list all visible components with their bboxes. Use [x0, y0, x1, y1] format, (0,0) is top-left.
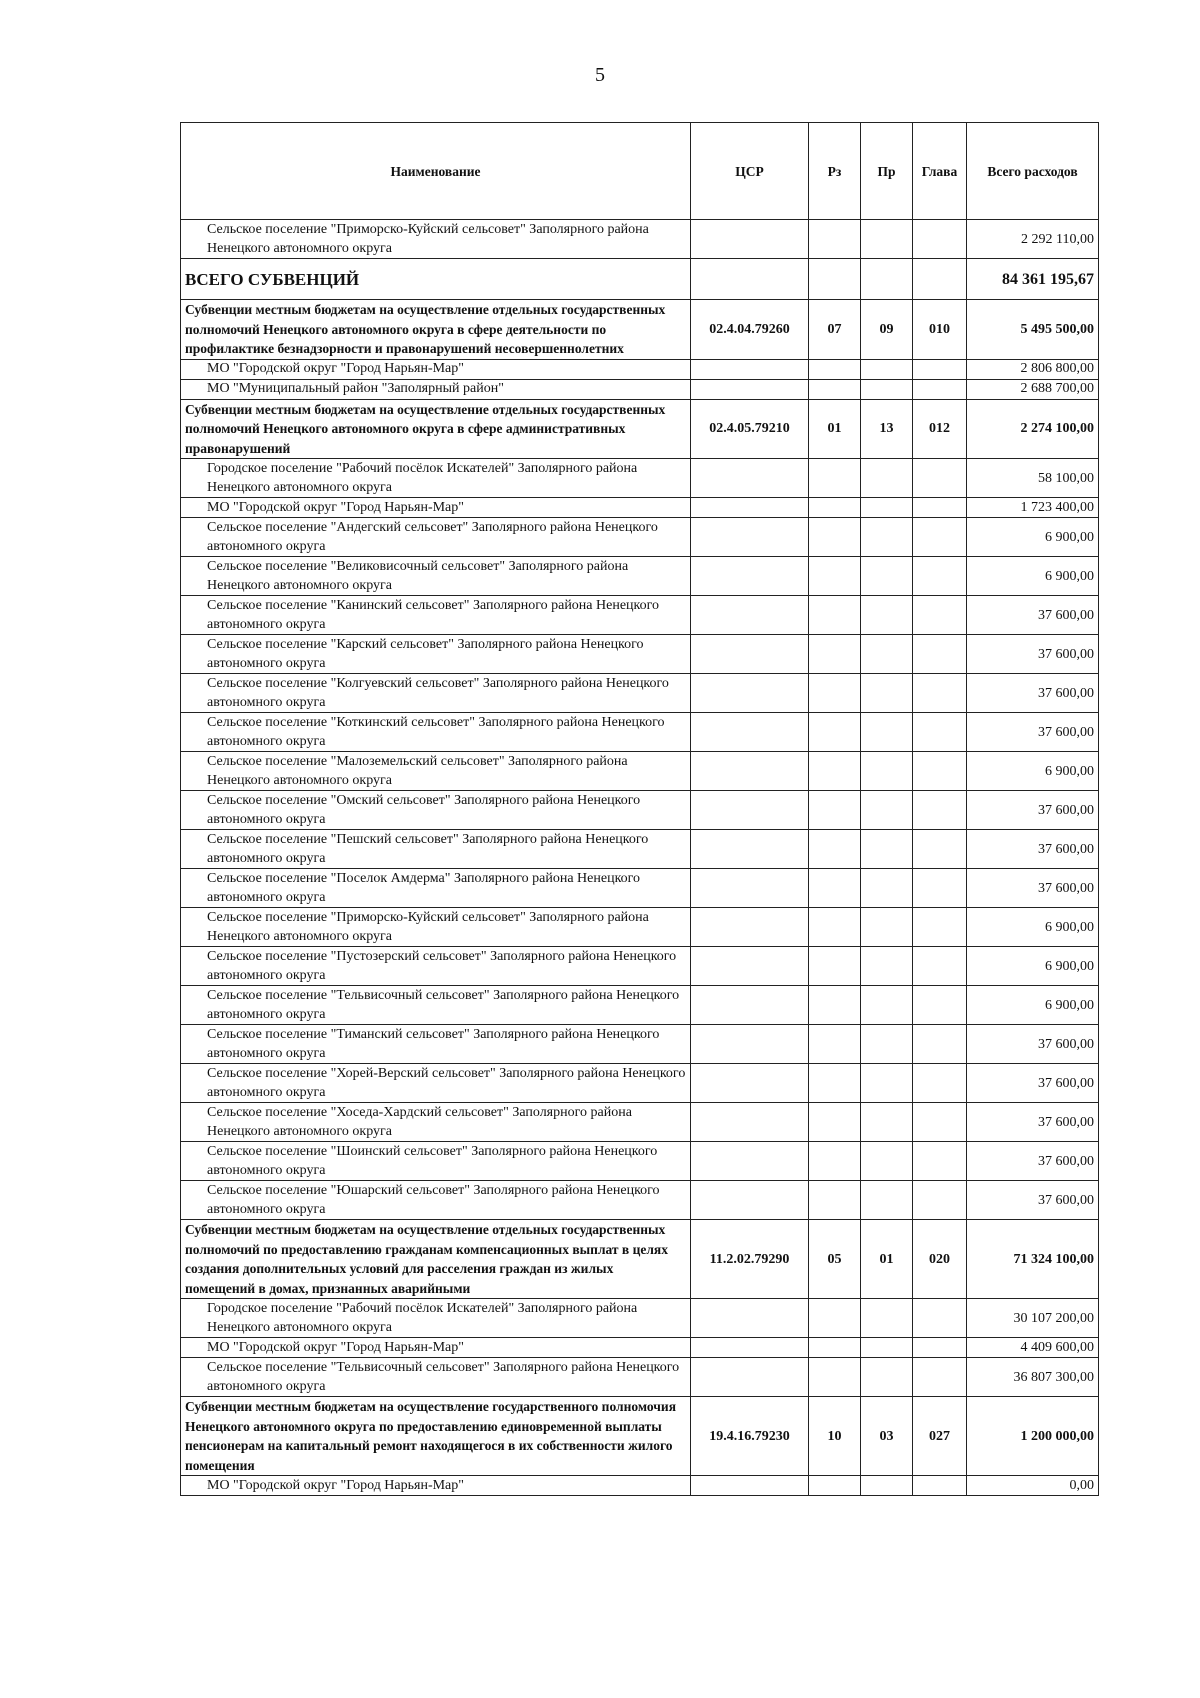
budget-table	[180, 122, 1099, 1496]
row-pr	[861, 518, 913, 557]
row-rz	[809, 359, 861, 379]
row-rz	[809, 1064, 861, 1103]
row-name-text: Сельское поселение "Тельвисочный сельсовет" Заполярного района Ненецкого автономного округа	[207, 988, 680, 1022]
row-name-text: Сельское поселение "Приморско-Куйский сельсовет" Заполярного района Ненецкого автономного округа	[207, 910, 649, 944]
row-csr	[691, 498, 809, 518]
table-body	[181, 220, 1099, 1496]
row-amount: 6 900,00	[967, 752, 1099, 791]
row-pr: 09	[861, 300, 913, 360]
row-amount: 2 688 700,00	[967, 379, 1099, 399]
row-pr	[861, 1181, 913, 1220]
row-rz	[809, 379, 861, 399]
row-rz	[809, 259, 861, 300]
row-name	[181, 1476, 691, 1496]
row-csr	[691, 259, 809, 300]
row-rz	[809, 635, 861, 674]
row-amount: 30 107 200,00	[967, 1299, 1099, 1338]
row-name	[181, 830, 691, 869]
group-row	[181, 300, 1099, 360]
row-pr	[861, 220, 913, 259]
row-amount: 5 495 500,00	[967, 300, 1099, 360]
row-rz	[809, 1142, 861, 1181]
table-row	[181, 635, 1099, 674]
row-glava: 010	[913, 300, 967, 360]
row-glava	[913, 557, 967, 596]
row-rz	[809, 220, 861, 259]
row-csr	[691, 1476, 809, 1496]
row-glava	[913, 1025, 967, 1064]
row-rz	[809, 1476, 861, 1496]
row-name	[181, 596, 691, 635]
table-row	[181, 359, 1099, 379]
row-name-text: Сельское поселение "Канинский сельсовет" Заполярного района Ненецкого автономного округа	[207, 598, 660, 632]
table-row	[181, 1476, 1099, 1496]
row-amount: 0,00	[967, 1476, 1099, 1496]
row-glava	[913, 1064, 967, 1103]
row-csr	[691, 947, 809, 986]
row-glava	[913, 459, 967, 498]
row-csr	[691, 791, 809, 830]
row-rz	[809, 1338, 861, 1358]
page-number: 5	[595, 64, 605, 86]
row-rz: 10	[809, 1397, 861, 1476]
row-name: Субвенции местным бюджетам на осуществление отдельных государственных полномочий Ненецкого автономного округа в сфере административных правонарушений	[181, 399, 691, 459]
row-rz	[809, 986, 861, 1025]
row-name	[181, 1181, 691, 1220]
row-pr	[861, 259, 913, 300]
row-name-text: Сельское поселение "Юшарский сельсовет" Заполярного района Ненецкого автономного округа	[207, 1183, 660, 1217]
table-row	[181, 674, 1099, 713]
row-rz	[809, 1103, 861, 1142]
row-pr	[861, 1064, 913, 1103]
row-glava	[913, 713, 967, 752]
table-row	[181, 498, 1099, 518]
row-glava: 027	[913, 1397, 967, 1476]
row-pr	[861, 379, 913, 399]
row-name-text: Сельское поселение "Малоземельский сельсовет" Заполярного района Ненецкого автономного округа	[207, 754, 628, 788]
row-csr: 02.4.05.79210	[691, 399, 809, 459]
row-amount: 6 900,00	[967, 947, 1099, 986]
row-pr	[861, 498, 913, 518]
row-csr	[691, 379, 809, 399]
row-csr	[691, 1181, 809, 1220]
row-pr	[861, 1299, 913, 1338]
row-name	[181, 986, 691, 1025]
row-csr	[691, 986, 809, 1025]
row-rz	[809, 557, 861, 596]
row-glava	[913, 220, 967, 259]
row-csr	[691, 1299, 809, 1338]
row-glava	[913, 947, 967, 986]
row-name-text: Сельское поселение "Тельвисочный сельсовет" Заполярного района Ненецкого автономного округа	[207, 1360, 680, 1394]
column-header-name: Наименование	[181, 123, 691, 220]
row-name-text: Сельское поселение "Омский сельсовет" Заполярного района Ненецкого автономного округа	[207, 793, 641, 827]
row-amount: 37 600,00	[967, 674, 1099, 713]
row-pr	[861, 752, 913, 791]
row-glava	[913, 869, 967, 908]
row-pr	[861, 713, 913, 752]
row-pr	[861, 1142, 913, 1181]
table-header-row	[181, 123, 1099, 220]
row-name	[181, 791, 691, 830]
row-glava	[913, 1181, 967, 1220]
row-csr	[691, 1103, 809, 1142]
row-pr	[861, 557, 913, 596]
table-row	[181, 947, 1099, 986]
row-name	[181, 1358, 691, 1397]
row-glava	[913, 1299, 967, 1338]
row-csr	[691, 359, 809, 379]
row-name	[181, 752, 691, 791]
table-row	[181, 1338, 1099, 1358]
row-rz	[809, 1299, 861, 1338]
row-pr	[861, 459, 913, 498]
row-pr	[861, 986, 913, 1025]
row-amount: 84 361 195,67	[967, 259, 1099, 300]
row-pr	[861, 635, 913, 674]
row-amount: 37 600,00	[967, 1181, 1099, 1220]
row-name	[181, 459, 691, 498]
row-name-text: МО "Городской округ "Город Нарьян-Мар"	[207, 1477, 464, 1493]
table-row	[181, 791, 1099, 830]
row-name	[181, 947, 691, 986]
table-row	[181, 1181, 1099, 1220]
table-row	[181, 908, 1099, 947]
row-name	[181, 908, 691, 947]
row-pr	[861, 1358, 913, 1397]
row-name-text: Сельское поселение "Великовисочный сельсовет" Заполярного района Ненецкого автономного округа	[207, 559, 629, 593]
row-glava	[913, 359, 967, 379]
row-amount: 6 900,00	[967, 986, 1099, 1025]
row-name-text: Сельское поселение "Пешский сельсовет" Заполярного района Ненецкого автономного округа	[207, 832, 649, 866]
row-amount: 6 900,00	[967, 557, 1099, 596]
row-rz	[809, 830, 861, 869]
row-pr	[861, 359, 913, 379]
row-csr	[691, 1064, 809, 1103]
row-glava	[913, 791, 967, 830]
row-name: Субвенции местным бюджетам на осуществление отдельных государственных полномочий по предоставлению гражданам компенсационных выплат в целях создания дополнительных условий для расселения граждан из жилых помещений в домах, признанных аварийными	[181, 1220, 691, 1299]
row-name-text: Сельское поселение "Пустозерский сельсовет" Заполярного района Ненецкого автономного округа	[207, 949, 677, 983]
row-glava: 020	[913, 1220, 967, 1299]
row-glava	[913, 1476, 967, 1496]
row-rz	[809, 713, 861, 752]
table-row	[181, 986, 1099, 1025]
row-glava	[913, 908, 967, 947]
row-name	[181, 1103, 691, 1142]
table-row	[181, 713, 1099, 752]
row-rz	[809, 498, 861, 518]
row-name-text: Сельское поселение "Шоинский сельсовет" Заполярного района Ненецкого автономного округа	[207, 1144, 658, 1178]
row-name	[181, 379, 691, 399]
row-name-text: МО "Городской округ "Город Нарьян-Мар"	[207, 361, 464, 376]
row-amount: 37 600,00	[967, 713, 1099, 752]
row-csr	[691, 752, 809, 791]
row-rz	[809, 596, 861, 635]
row-amount: 37 600,00	[967, 596, 1099, 635]
row-pr	[861, 791, 913, 830]
row-amount: 37 600,00	[967, 869, 1099, 908]
table-row	[181, 1358, 1099, 1397]
row-pr	[861, 1025, 913, 1064]
row-name	[181, 713, 691, 752]
row-glava	[913, 635, 967, 674]
row-csr	[691, 596, 809, 635]
row-pr: 03	[861, 1397, 913, 1476]
row-csr: 02.4.04.79260	[691, 300, 809, 360]
row-pr	[861, 1103, 913, 1142]
row-rz	[809, 1025, 861, 1064]
row-amount: 71 324 100,00	[967, 1220, 1099, 1299]
row-name	[181, 518, 691, 557]
row-pr	[861, 830, 913, 869]
row-name	[181, 359, 691, 379]
row-amount: 37 600,00	[967, 635, 1099, 674]
row-pr	[861, 908, 913, 947]
row-amount: 2 292 110,00	[967, 220, 1099, 259]
row-glava	[913, 830, 967, 869]
row-amount: 1 723 400,00	[967, 498, 1099, 518]
row-name-text: МО "Муниципальный район "Заполярный район"	[207, 381, 504, 396]
row-rz	[809, 674, 861, 713]
row-name-text: Сельское поселение "Колгуевский сельсовет" Заполярного района Ненецкого автономного округа	[207, 676, 669, 710]
row-csr	[691, 459, 809, 498]
row-csr	[691, 674, 809, 713]
row-rz: 07	[809, 300, 861, 360]
row-name: Субвенции местным бюджетам на осуществление государственного полномочия Ненецкого автономного округа по предоставлению единовременной выплаты пенсионерам на капитальный ремонт находящегося в их собственности жилого помещения	[181, 1397, 691, 1476]
table-row	[181, 1142, 1099, 1181]
table-row	[181, 459, 1099, 498]
row-name-text: Городское поселение "Рабочий посёлок Искателей" Заполярного района Ненецкого автономного округа	[207, 461, 638, 495]
table-row	[181, 220, 1099, 259]
row-name	[181, 1064, 691, 1103]
row-csr	[691, 713, 809, 752]
column-header-total: Всего расходов	[967, 123, 1099, 220]
row-name-text: Сельское поселение "Поселок Амдерма" Заполярного района Ненецкого автономного округа	[207, 871, 641, 905]
row-name-text: Городское поселение "Рабочий посёлок Искателей" Заполярного района Ненецкого автономного округа	[207, 1301, 638, 1335]
row-name	[181, 557, 691, 596]
table-row	[181, 596, 1099, 635]
row-csr	[691, 869, 809, 908]
row-amount: 1 200 000,00	[967, 1397, 1099, 1476]
row-amount: 37 600,00	[967, 791, 1099, 830]
row-name	[181, 674, 691, 713]
row-name	[181, 635, 691, 674]
row-name	[181, 498, 691, 518]
row-glava	[913, 1338, 967, 1358]
table-row	[181, 830, 1099, 869]
group-row	[181, 1397, 1099, 1476]
row-glava	[913, 518, 967, 557]
row-amount: 2 274 100,00	[967, 399, 1099, 459]
row-name	[181, 869, 691, 908]
row-name-text: Сельское поселение "Хорей-Верский сельсовет" Заполярного района Ненецкого автономного округа	[207, 1066, 686, 1100]
row-glava	[913, 1358, 967, 1397]
row-glava	[913, 752, 967, 791]
row-rz	[809, 752, 861, 791]
table-row	[181, 1025, 1099, 1064]
row-name-text: Сельское поселение "Коткинский сельсовет" Заполярного района Ненецкого автономного округа	[207, 715, 665, 749]
table-row	[181, 1103, 1099, 1142]
row-pr	[861, 674, 913, 713]
row-pr: 13	[861, 399, 913, 459]
row-csr: 11.2.02.79290	[691, 1220, 809, 1299]
row-name	[181, 1142, 691, 1181]
row-amount: 37 600,00	[967, 1142, 1099, 1181]
row-glava	[913, 1103, 967, 1142]
row-rz: 01	[809, 399, 861, 459]
column-header-rz: Рз	[809, 123, 861, 220]
row-amount: 58 100,00	[967, 459, 1099, 498]
row-name-text: Сельское поселение "Хоседа-Хардский сельсовет" Заполярного района Ненецкого автономного округа	[207, 1105, 632, 1139]
row-name	[181, 220, 691, 259]
column-header-glava: Глава	[913, 123, 967, 220]
column-header-csr: ЦСР	[691, 123, 809, 220]
column-header-pr: Пр	[861, 123, 913, 220]
group-row	[181, 1220, 1099, 1299]
row-csr	[691, 518, 809, 557]
row-name	[181, 1025, 691, 1064]
row-csr	[691, 1142, 809, 1181]
row-amount: 6 900,00	[967, 518, 1099, 557]
row-csr	[691, 557, 809, 596]
row-rz: 05	[809, 1220, 861, 1299]
row-glava	[913, 498, 967, 518]
row-name-text: Сельское поселение "Тиманский сельсовет" Заполярного района Ненецкого автономного округа	[207, 1027, 660, 1061]
row-glava: 012	[913, 399, 967, 459]
row-name-text: Сельское поселение "Андегский сельсовет" Заполярного района Ненецкого автономного округа	[207, 520, 658, 554]
table-row	[181, 869, 1099, 908]
row-glava	[913, 986, 967, 1025]
row-name-text: Сельское поселение "Карский сельсовет" Заполярного района Ненецкого автономного округа	[207, 637, 644, 671]
row-csr	[691, 1338, 809, 1358]
row-rz	[809, 869, 861, 908]
row-amount: 6 900,00	[967, 908, 1099, 947]
row-name	[181, 1299, 691, 1338]
row-rz	[809, 1181, 861, 1220]
row-glava	[913, 379, 967, 399]
row-pr	[861, 947, 913, 986]
row-name-text: Сельское поселение "Приморско-Куйский сельсовет" Заполярного района Ненецкого автономного округа	[207, 222, 649, 256]
table-row	[181, 752, 1099, 791]
row-rz	[809, 459, 861, 498]
row-name: ВСЕГО СУБВЕНЦИЙ	[181, 259, 691, 300]
row-csr	[691, 635, 809, 674]
table-row	[181, 1299, 1099, 1338]
row-glava	[913, 1142, 967, 1181]
row-glava	[913, 674, 967, 713]
row-csr	[691, 1025, 809, 1064]
row-name-text: МО "Городской округ "Город Нарьян-Мар"	[207, 499, 464, 515]
row-csr: 19.4.16.79230	[691, 1397, 809, 1476]
row-amount: 37 600,00	[967, 1064, 1099, 1103]
row-name	[181, 1338, 691, 1358]
row-glava	[913, 596, 967, 635]
row-csr	[691, 830, 809, 869]
row-pr: 01	[861, 1220, 913, 1299]
row-csr	[691, 908, 809, 947]
row-amount: 36 807 300,00	[967, 1358, 1099, 1397]
row-amount: 37 600,00	[967, 1103, 1099, 1142]
row-amount: 2 806 800,00	[967, 359, 1099, 379]
table-row	[181, 1064, 1099, 1103]
row-amount: 37 600,00	[967, 1025, 1099, 1064]
table-row	[181, 557, 1099, 596]
row-rz	[809, 791, 861, 830]
row-name-text: МО "Городской округ "Город Нарьян-Мар"	[207, 1339, 464, 1355]
row-rz	[809, 908, 861, 947]
row-name: Субвенции местным бюджетам на осуществление отдельных государственных полномочий Ненецкого автономного округа в сфере деятельности по профилактике безнадзорности и правонарушений несовершеннолетних	[181, 300, 691, 360]
row-rz	[809, 518, 861, 557]
table-row	[181, 379, 1099, 399]
row-amount: 4 409 600,00	[967, 1338, 1099, 1358]
group-row	[181, 399, 1099, 459]
row-pr	[861, 869, 913, 908]
row-rz	[809, 947, 861, 986]
row-rz	[809, 1358, 861, 1397]
row-csr	[691, 1358, 809, 1397]
row-amount: 37 600,00	[967, 830, 1099, 869]
row-glava	[913, 259, 967, 300]
table-row	[181, 518, 1099, 557]
total-row	[181, 259, 1099, 300]
row-pr	[861, 1476, 913, 1496]
row-csr	[691, 220, 809, 259]
row-pr	[861, 596, 913, 635]
row-pr	[861, 1338, 913, 1358]
